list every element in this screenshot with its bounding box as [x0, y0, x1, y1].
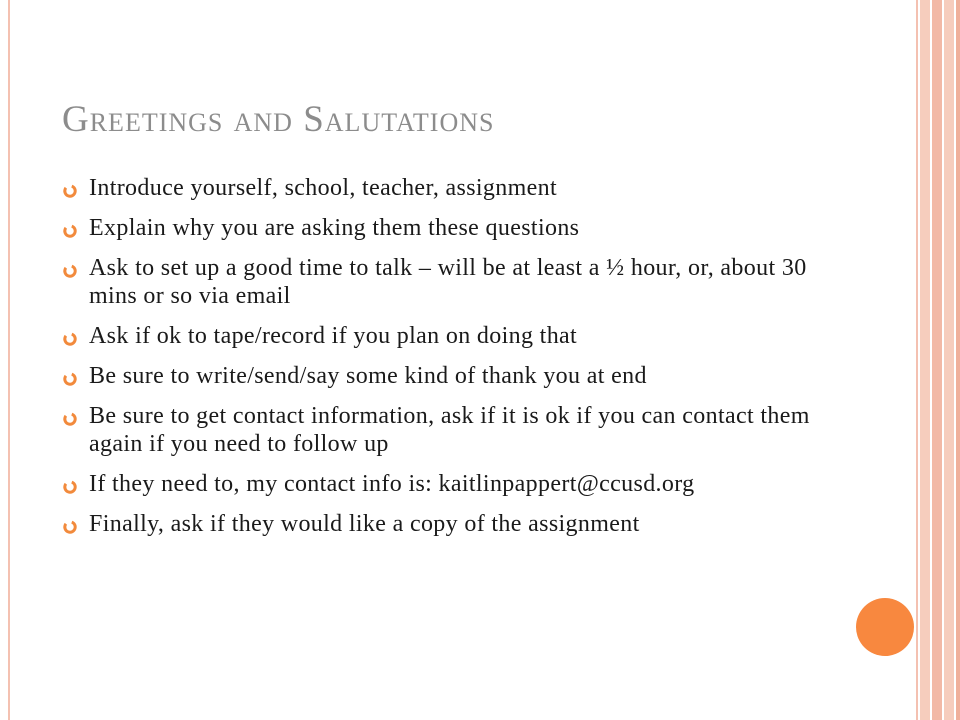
bullet-text: Introduce yourself, school, teacher, assignment — [89, 175, 558, 201]
decorative-stripes — [918, 0, 960, 720]
bullet-text: Ask to set up a good time to talk – will be at least a ½ hour, or, about 30 mins or so via email — [89, 255, 807, 309]
bullet-text: Finally, ask if they would like a copy of the assignment — [89, 511, 640, 537]
list-item — [62, 322, 842, 350]
list-item — [62, 214, 842, 242]
bullet-ring-icon — [62, 411, 78, 427]
bullet-text: If they need to, my contact info is: kaitlinpappert@ccusd.org — [89, 471, 695, 497]
bullet-ring-icon — [62, 183, 78, 199]
list-item — [62, 402, 842, 458]
list-item — [62, 254, 842, 310]
list-item — [62, 510, 842, 538]
decorative-orange-circle — [856, 598, 914, 656]
bullet-text: Ask if ok to tape/record if you plan on doing that — [89, 323, 578, 349]
bullet-ring-icon — [62, 519, 78, 535]
bullet-list — [62, 174, 842, 550]
bullet-ring-icon — [62, 263, 78, 279]
bullet-text: Be sure to write/send/say some kind of thank you at end — [89, 363, 647, 389]
list-item — [62, 470, 842, 498]
bullet-text: Be sure to get contact information, ask if it is ok if you can contact them again if you need to follow up — [89, 403, 810, 457]
bullet-text: Explain why you are asking them these questions — [89, 215, 580, 241]
bullet-ring-icon — [62, 479, 78, 495]
bullet-ring-icon — [62, 223, 78, 239]
slide-title: Greetings and Salutations — [62, 99, 495, 140]
list-item — [62, 174, 842, 202]
bullet-ring-icon — [62, 331, 78, 347]
bullet-ring-icon — [62, 371, 78, 387]
list-item — [62, 362, 842, 390]
